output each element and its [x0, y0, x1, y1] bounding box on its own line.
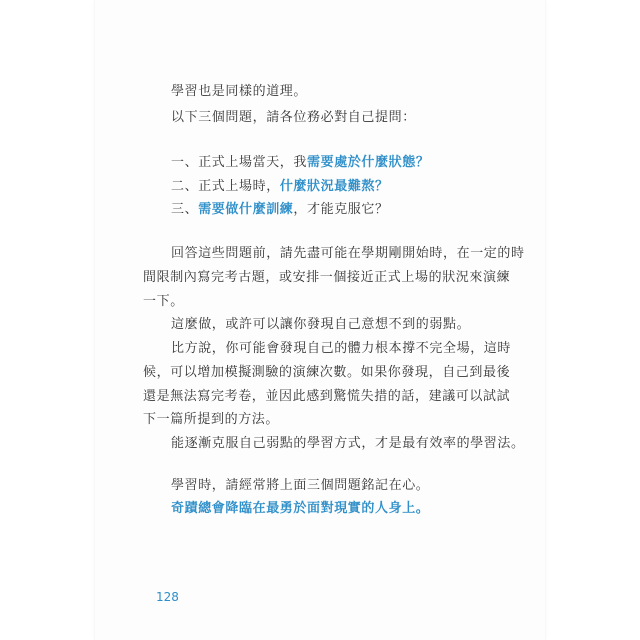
paragraph-closing-highlight: 奇蹟總會降臨在最勇於面對現實的人身上。	[171, 501, 430, 516]
paragraph-weakness: 這麼做，或許可以讓你發現自己意想不到的弱點。	[171, 317, 471, 332]
paragraph-answer-line-1: 回答這些問題前，請先盡可能在學期剛開始時，在一定的時	[171, 246, 525, 261]
question-1-text: 一、正式上場當天，我	[171, 155, 308, 170]
paragraph-example-line-3: 還是無法寫完考卷，並因此感到驚慌失措的話，建議可以試試	[143, 389, 511, 404]
question-2-text: 二、正式上場時，	[171, 179, 280, 194]
question-3-suffix: ，才能克服它？	[293, 202, 389, 217]
paragraph-answer-line-3: 一下。	[143, 294, 184, 309]
paragraph-example-line-1: 比方說，你可能會發現自己的體力根本撐不完全場，這時	[171, 341, 512, 356]
paragraph-intro: 學習也是同樣的道理。	[171, 84, 308, 99]
paragraph-questions-lead: 以下三個問題，請各位務必對自己提問：	[171, 110, 416, 125]
paragraph-answer-line-2: 間限制內寫完考古題，或安排一個接近正式上場的狀況來演練	[143, 270, 511, 285]
question-1	[171, 151, 429, 170]
paragraph-reminder: 學習時，請經常將上面三個問題銘記在心。	[171, 478, 430, 493]
paragraph-example-line-4: 下一篇所提到的方法。	[143, 412, 280, 427]
question-2-highlight: 什麼狀況最難熬？	[279, 179, 389, 194]
question-3-text: 三、	[171, 202, 199, 217]
paragraph-conclusion: 能逐漸克服自己弱點的學習方式，才是最有效率的學習法。	[171, 436, 525, 451]
paragraph-example-line-2: 候，可以增加模擬測驗的演練次數。如果你發現，自己到最後	[143, 365, 511, 380]
question-3-highlight: 需要做什麼訓練	[198, 202, 294, 217]
question-2	[171, 175, 389, 194]
question-1-highlight: 需要處於什麼狀態？	[307, 155, 430, 170]
question-3	[171, 198, 389, 217]
page-number: 128	[156, 590, 179, 604]
